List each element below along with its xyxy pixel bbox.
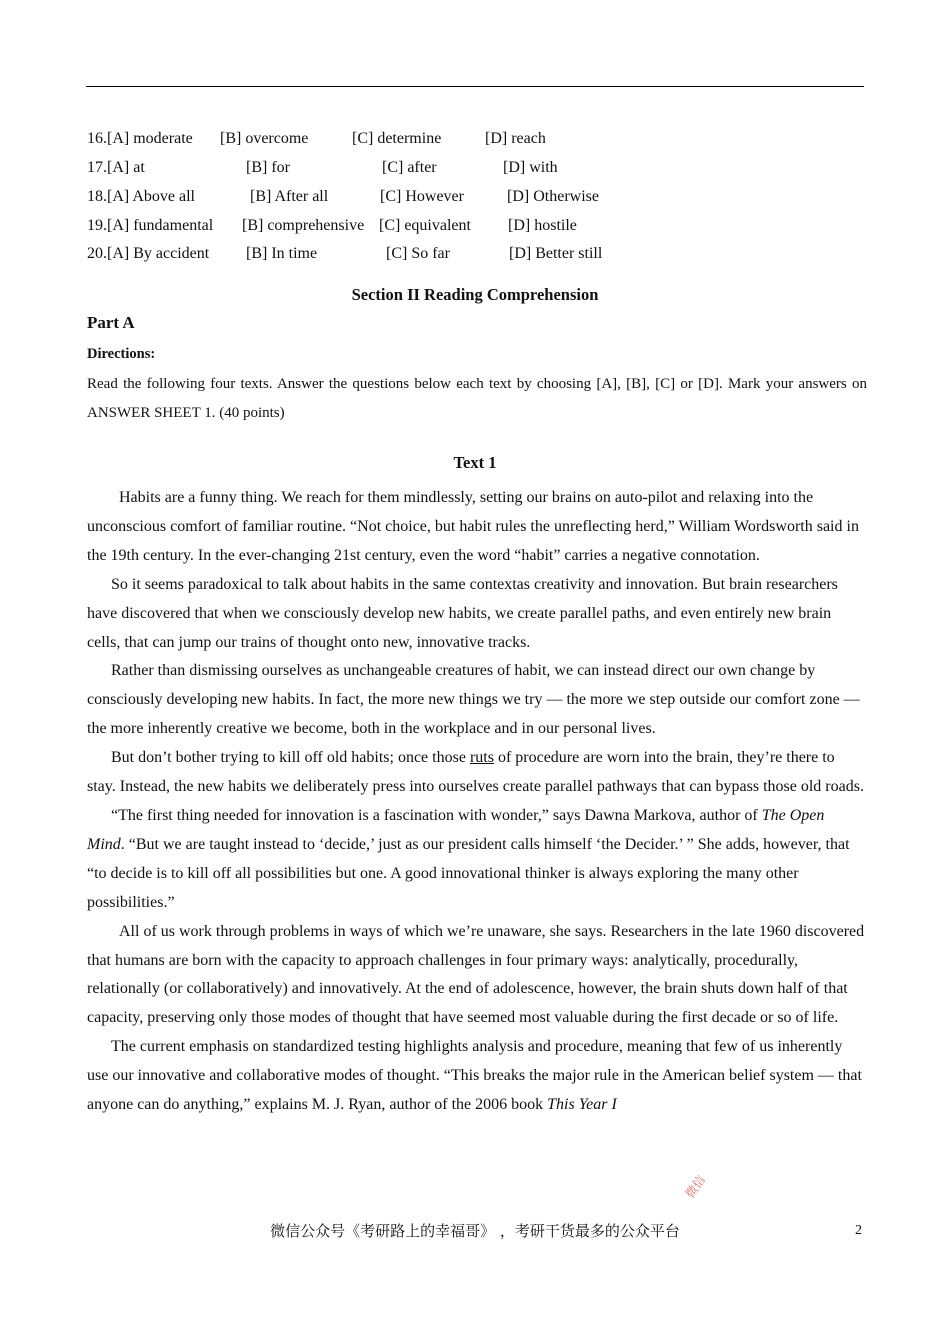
- header-rule: [86, 86, 864, 87]
- paragraph-text: The current emphasis on standardized testing highlights analysis and procedure, meaning that few of us inherently use our innovative and collaborative modes of thought. “This breaks the major rule in the American belief system — that anyone can do anything,” explains M. J. Ryan, author of the 2006 book: [87, 1038, 862, 1114]
- option-a: 20.[A] By accident: [87, 245, 210, 262]
- part-title: Part A: [87, 313, 135, 332]
- option-d: [D] Otherwise: [507, 188, 599, 205]
- book-title: This Year I: [547, 1096, 617, 1114]
- paragraph-text: “The first thing needed for innovation is a fascination with wonder,” says Dawna Markova, author of: [111, 806, 762, 824]
- page-number: 2: [855, 1223, 862, 1238]
- option-a: 16.[A] moderate: [87, 130, 193, 147]
- option-c: [C] So far: [386, 245, 450, 262]
- paragraph: Rather than dismissing ourselves as unchangeable creatures of habit, we can instead direct our own change by consciously developing new habits. In fact, the more new things we try — the more we step outside our comfort zone — the more inherently creative we become, both in the workplace and in our personal lives.: [87, 662, 860, 738]
- watermark-stamp: 微信: [682, 1172, 709, 1201]
- paragraph: [87, 744, 865, 802]
- option-b: [B] After all: [250, 188, 329, 205]
- option-c: [C] after: [382, 159, 437, 176]
- option-d: [D] with: [503, 159, 558, 176]
- directions-label: Directions:: [87, 346, 156, 362]
- text-title: Text 1: [453, 453, 497, 472]
- option-a: 17.[A] at: [87, 159, 145, 176]
- directions-text: Read the following four texts. Answer the questions below each text by choosing [A], [B], [C] or [D]. Mark your answers on ANSWER SHEET 1. (40 points): [87, 376, 867, 421]
- option-b: [B] overcome: [220, 130, 309, 147]
- paragraph: [87, 1033, 865, 1120]
- footer-text: 微信公众号《考研路上的幸福哥》 ，考研干货最多的公众平台: [270, 1222, 680, 1240]
- paragraph-text: . “But we are taught instead to ‘decide,’ just as our president calls himself ‘the Decider.’ ” She adds, however, that “to decide is to kill off all possibilities but one. A good innovational thinker is always exploring the many other possibilities.”: [87, 835, 850, 911]
- paragraph: [87, 802, 865, 918]
- option-c: [C] determine: [352, 130, 442, 147]
- underlined-word: ruts: [469, 749, 494, 767]
- option-c: [C] equivalent: [379, 217, 471, 234]
- option-b: [B] In time: [246, 245, 318, 262]
- paragraph: Habits are a funny thing. We reach for them mindlessly, setting our brains on auto-pilot and relaxing into the unconscious comfort of familiar routine. “Not choice, but habit rules the unreflecting herd,” William Wordsworth said in the 19th century. In the ever-changing 21st century, even the word “habit” carries a negative connotation.: [87, 489, 859, 564]
- option-d: [D] Better still: [509, 245, 603, 262]
- option-a: 18.[A] Above all: [87, 188, 195, 205]
- option-d: [D] hostile: [508, 217, 577, 234]
- option-b: [B] comprehensive: [242, 217, 365, 234]
- option-d: [D] reach: [485, 130, 546, 147]
- option-c: [C] However: [380, 188, 464, 205]
- paragraph-text: But don’t bother trying to kill off old habits; once those: [111, 749, 470, 767]
- paragraph: All of us work through problems in ways of which we’re unaware, she says. Researchers in the late 1960 discovered that humans are born with the capacity to approach challenges in four primary ways: analytically, procedurally, relationally (or collaboratively) and innovatively. At the end of adolescence, however, the brain shuts down half of that capacity, preserving only those modes of thought that have seemed most valuable during the first decade or so of life.: [87, 922, 865, 1027]
- book-title: The Open Mind: [87, 806, 825, 853]
- paragraph: So it seems paradoxical to talk about habits in the same contextas creativity and innovation. But brain researchers have discovered that when we consciously develop new habits, we create parallel paths, and even entirely new brain cells, that can jump our trains of thought onto new, innovative tracks.: [87, 575, 838, 651]
- option-a: 19.[A] fundamental: [87, 217, 214, 234]
- section-title: Section II Reading Comprehension: [351, 285, 599, 304]
- passage-body: [87, 484, 865, 1120]
- option-b: [B] for: [246, 159, 290, 176]
- paragraph-text: of procedure are worn into the brain, they’re there to stay. Instead, the new habits we deliberately press into ourselves create parallel pathways that can bypass those old roads.: [87, 749, 864, 796]
